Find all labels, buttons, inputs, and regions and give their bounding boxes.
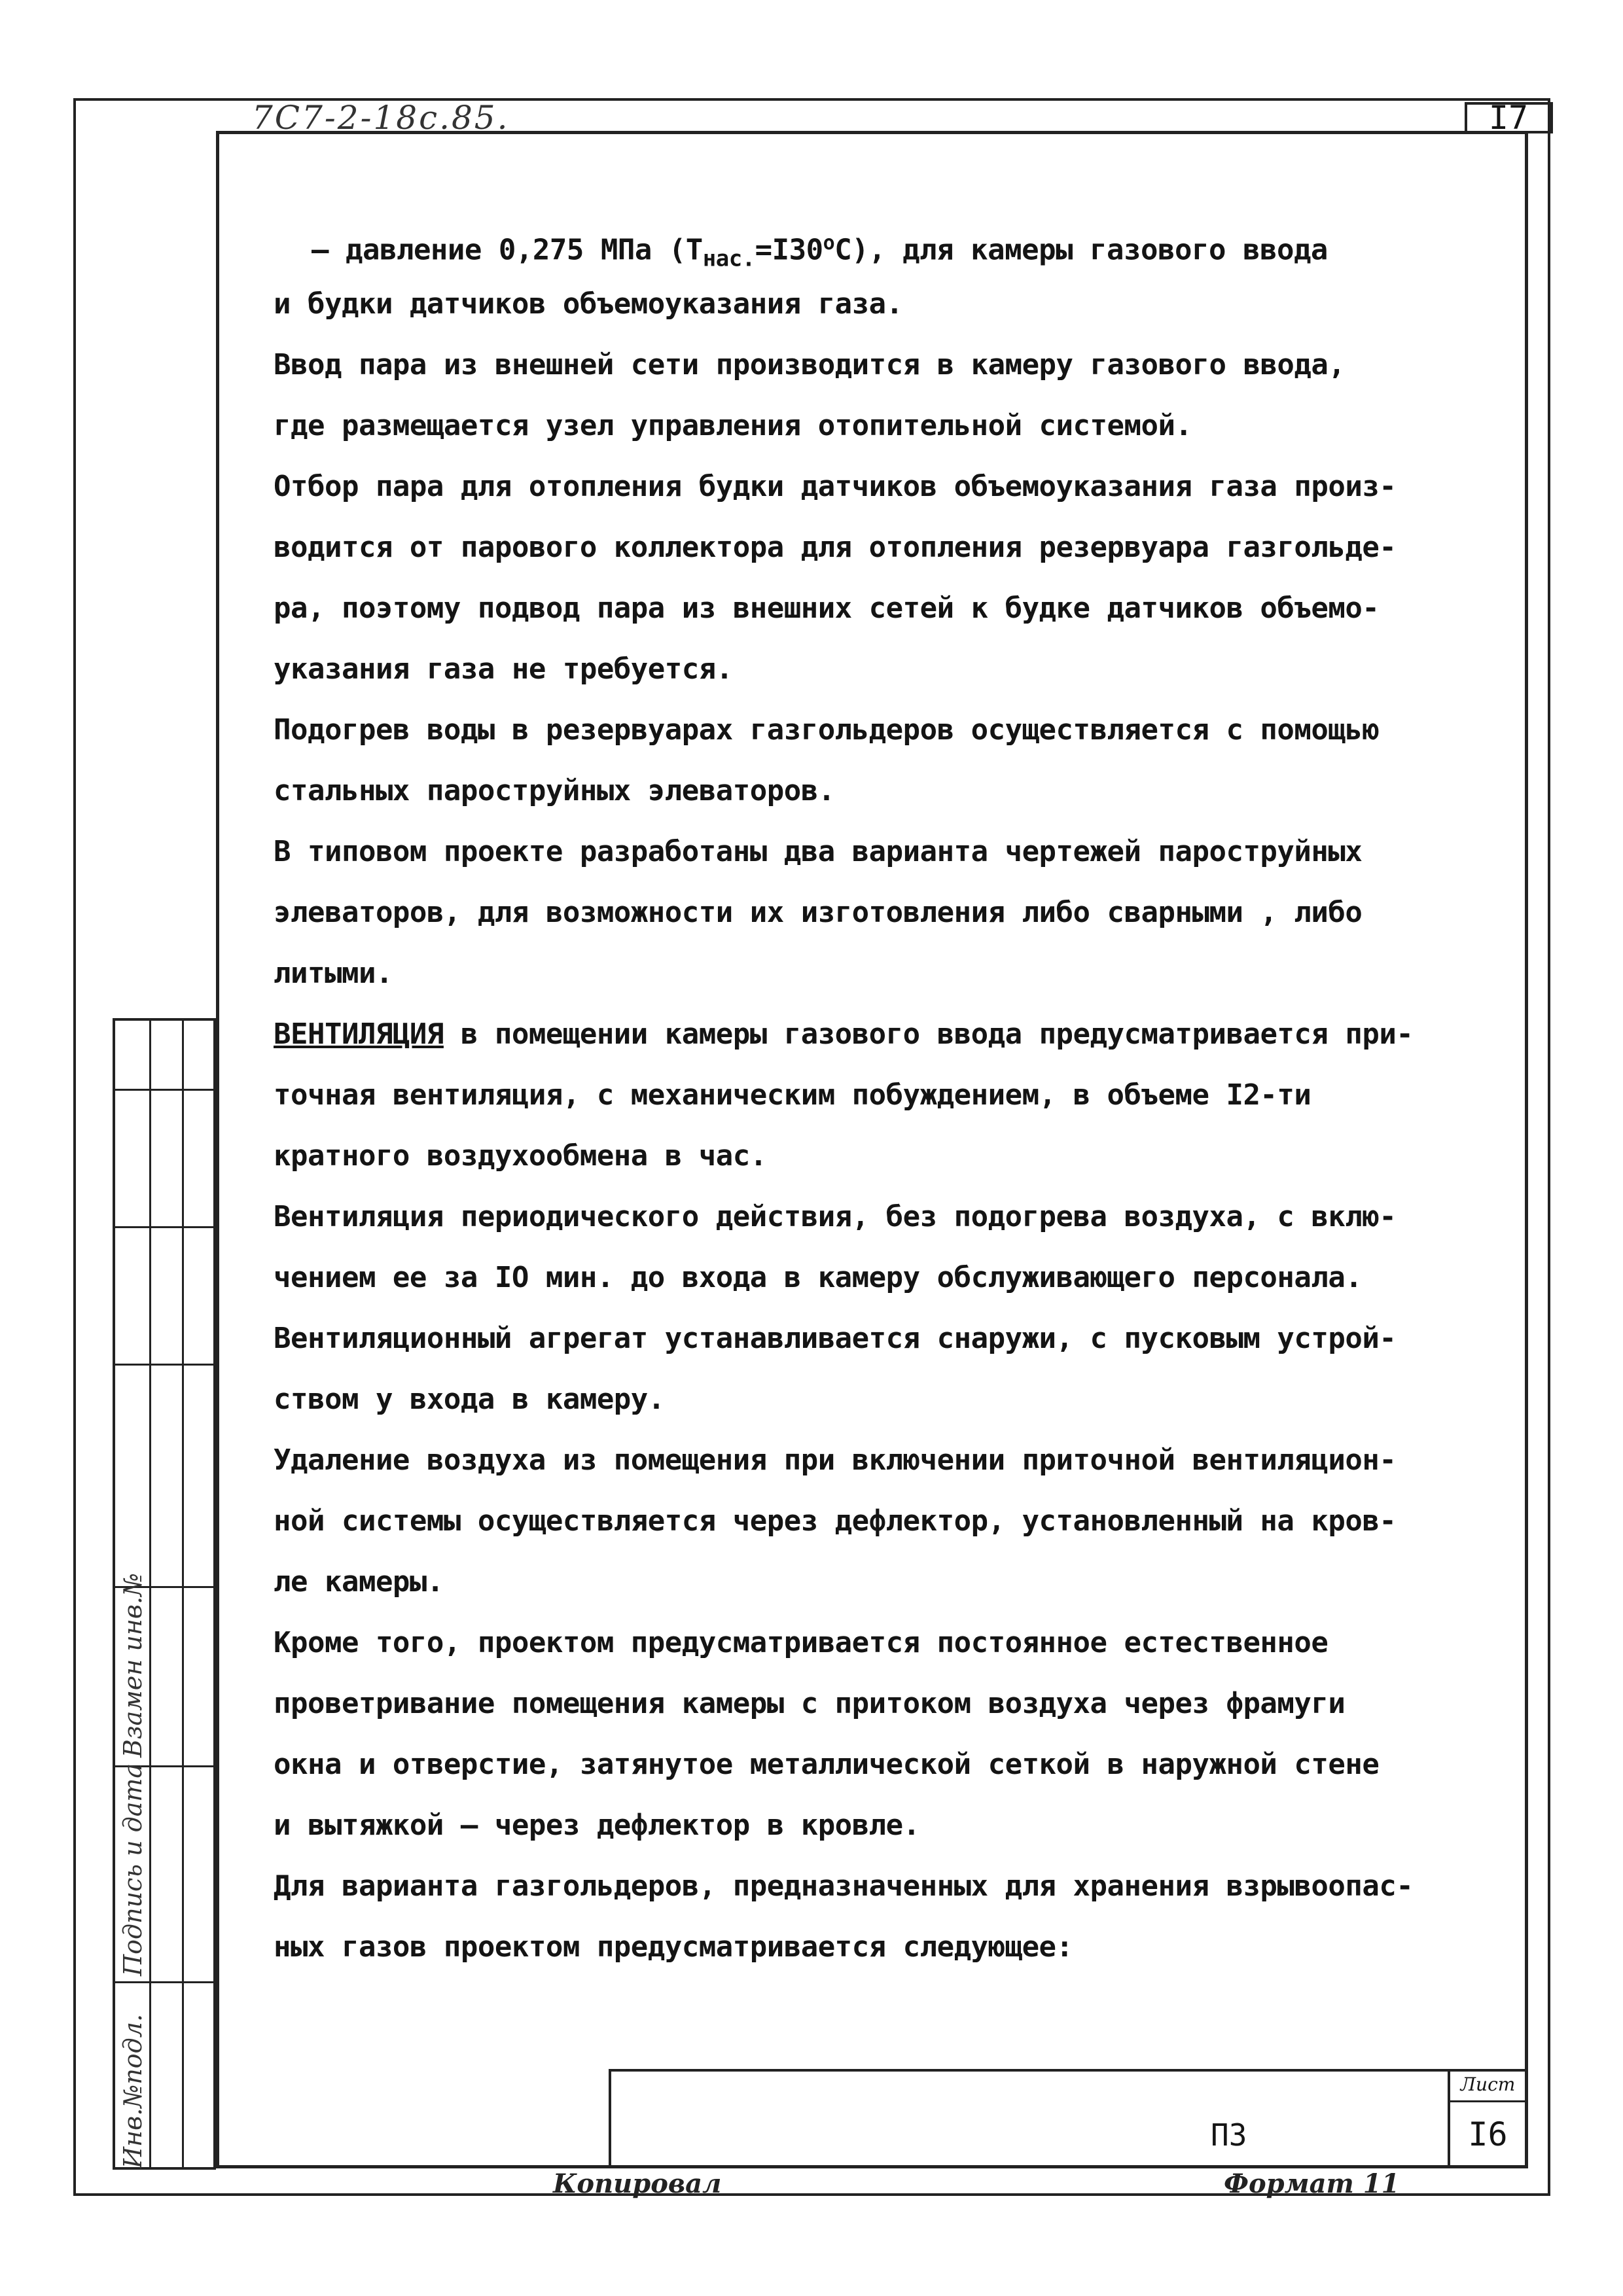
copied-by-label: Копировал: [553, 2168, 722, 2199]
subscript-text: нас.: [702, 245, 755, 272]
text-line: стальных пароструйных элеваторов.: [274, 774, 835, 807]
text-line: [274, 1004, 1491, 1065]
section-heading: ВЕНТИЛЯЦИЯ: [274, 1017, 444, 1051]
text-line: Подогрев воды в резервуарах газгольдеров осуществляется с помощью: [274, 713, 1380, 747]
text-line: Удаление воздуха из помещения при включении приточной вентиляцион-: [274, 1443, 1397, 1477]
text-line: указания газа не требуется.: [274, 652, 733, 686]
text-line: литыми.: [274, 957, 393, 990]
text-line: ра, поэтому подвод пара из внешних сетей к будке датчиков объемо-: [274, 592, 1380, 625]
title-block: [609, 2069, 1528, 2168]
text-line: кратного воздухообмена в час.: [274, 1139, 767, 1173]
side-row-divider: [115, 1364, 213, 1366]
side-stamp-strip: [113, 1018, 216, 2170]
text-line: водится от парового коллектора для отопления резервуара газгольде-: [274, 531, 1397, 564]
text-line: Ввод пара из внешней сети производится в камеру газового ввода,: [274, 348, 1346, 381]
side-row-divider: [115, 1226, 213, 1228]
sheet-number: I6: [1468, 2115, 1508, 2153]
side-row-divider: [115, 1981, 213, 1983]
text-line: окна и отверстие, затянутое металлической сеткой в наружной стене: [274, 1748, 1380, 1781]
signature-date-label: Подпись и дата: [118, 1763, 147, 1976]
document-reference: ПЗ: [1211, 2117, 1247, 2153]
text-line: Для варианта газгольдеров, предназначенных для хранения взрывоопас-: [274, 1869, 1414, 1903]
side-column-divider: [182, 1021, 184, 2167]
side-row-divider: [115, 1089, 213, 1091]
text-line: где размещается узел управления отопительной системой.: [274, 409, 1192, 442]
text-fragment: – давление 0,275 МПа (Т: [312, 233, 703, 267]
text-line: элеваторов, для возможности их изготовления либо сварными , либо: [274, 896, 1363, 929]
inv-number-label: Инв.№подл.: [118, 2013, 147, 2168]
text-fragment: в помещении камеры газового ввода предусматривается при-: [443, 1017, 1414, 1051]
page-number: I7: [1488, 99, 1529, 137]
text-line: ле камеры.: [274, 1565, 444, 1598]
text-line: Вентиляционный агрегат устанавливается снаружи, с пусковым устрой-: [274, 1322, 1397, 1355]
text-line: проветривание помещения камеры с притоком воздуха через фрамуги: [274, 1687, 1346, 1720]
superscript-text: о: [823, 232, 835, 255]
body-text: [274, 213, 1491, 1977]
sheet-label: Лист: [1460, 2074, 1516, 2095]
text-fragment: С), для камеры газового ввода: [834, 233, 1328, 267]
text-line: точная вентиляция, с механическим побуждением, в объеме I2-ти: [274, 1078, 1311, 1112]
text-line: ной системы осуществляется через дефлектор, установленный на кров-: [274, 1504, 1397, 1538]
text-line: ных газов проектом предусматривается следующее:: [274, 1930, 1073, 1964]
text-line: Отбор пара для отопления будки датчиков объемоуказания газа произ-: [274, 470, 1397, 503]
text-fragment: =I30: [755, 233, 823, 267]
text-line: и будки датчиков объемоуказания газа.: [274, 287, 903, 321]
format-label: Формат 11: [1224, 2168, 1400, 2199]
text-line: и вытяжкой – через дефлектор в кровле.: [274, 1809, 920, 1842]
text-line: ством у входа в камеру.: [274, 1383, 665, 1416]
text-line: Вентиляция периодического действия, без подогрева воздуха, с вклю-: [274, 1200, 1397, 1233]
replaced-inv-label: Взамен инв.№: [118, 1572, 147, 1757]
text-line: Кроме того, проектом предусматривается постоянное естественное: [274, 1626, 1329, 1659]
text-line: чением ее за IO мин. до входа в камеру обслуживающего персонала.: [274, 1261, 1363, 1294]
text-line: [274, 213, 1491, 274]
text-line: В типовом проекте разработаны два варианта чертежей пароструйных: [274, 835, 1363, 868]
document-code: 7С7-2-18с.85.: [252, 99, 510, 137]
